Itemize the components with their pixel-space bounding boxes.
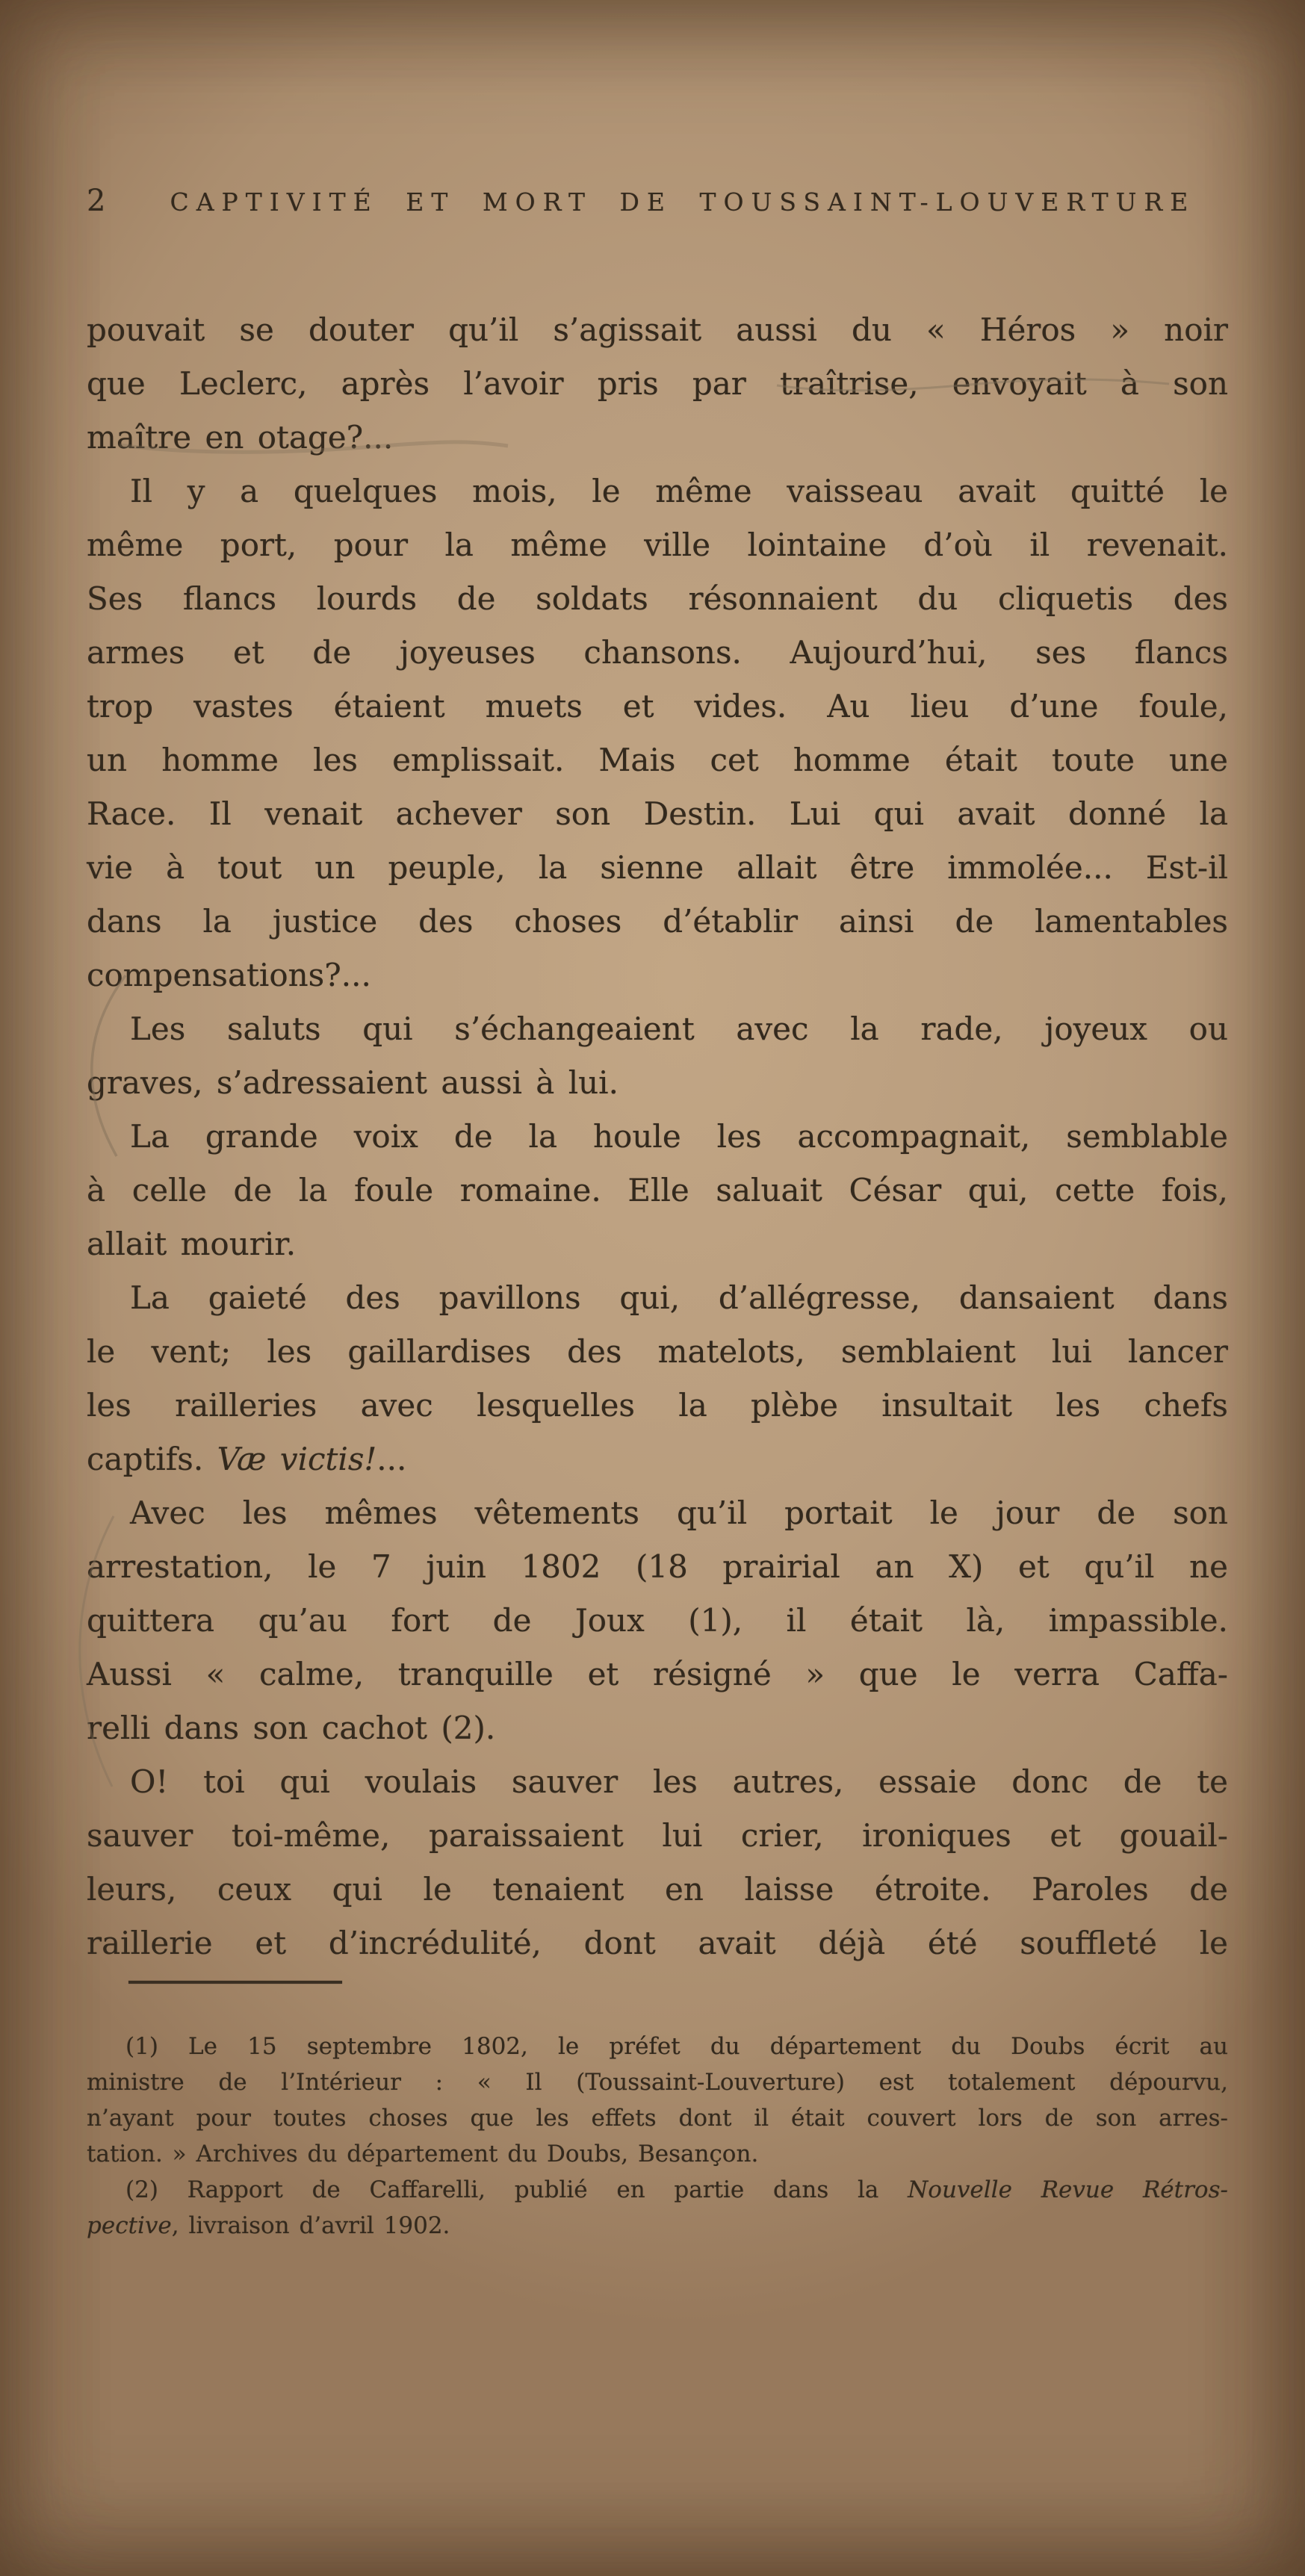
body-line: La gaieté des pavillons qui, d’allégresse, dansaient dans — [130, 1279, 1228, 1316]
footnote-line: n’ayant pour toutes choses que les effets dont il était couvert lors de son arres- — [87, 2105, 1228, 2132]
body-line: à celle de la foule romaine. Elle saluait César qui, cette fois, — [87, 1172, 1228, 1208]
body-line: trop vastes étaient muets et vides. Au lieu d’une foule, — [87, 688, 1228, 724]
body-line: que Leclerc, après l’avoir pris par traîtrise, envoyait à son — [87, 365, 1228, 402]
footnote-rule — [128, 1981, 342, 1984]
body-line: leurs, ceux qui le tenaient en laisse étroite. Paroles de — [87, 1871, 1228, 1908]
body-line: pouvait se douter qu’il s’agissait aussi du « Héros » noir — [87, 311, 1228, 348]
page-number: 2 — [87, 184, 106, 218]
body-line: arrestation, le 7 juin 1802 (18 prairial an X) et qu’il ne — [87, 1548, 1228, 1585]
body-line: Avec les mêmes vêtements qu’il portait le jour de son — [130, 1495, 1228, 1531]
body-line: quittera qu’au fort de Joux (1), il était là, impassible. — [87, 1602, 1228, 1639]
footnote-line: pective, livraison d’avril 1902. — [87, 2212, 450, 2239]
body-line: O! toi qui voulais sauver les autres, essaie donc de te — [130, 1763, 1228, 1800]
body-line: maître en otage?... — [87, 419, 394, 456]
footnotes — [87, 2029, 1228, 2244]
footnote-line: (1) Le 15 septembre 1802, le préfet du département du Doubs écrit au — [125, 2033, 1228, 2060]
body-line: les railleries avec lesquelles la plèbe insultait les chefs — [87, 1387, 1228, 1424]
body-line: armes et de joyeuses chansons. Aujourd’hui, ses flancs — [87, 634, 1228, 671]
body-line: Ses flancs lourds de soldats résonnaient du cliquetis des — [87, 580, 1228, 617]
body-line: un homme les emplissait. Mais cet homme était toute une — [87, 742, 1228, 778]
body-line: même port, pour la même ville lointaine d’où il revenait. — [87, 527, 1228, 563]
body-line: La grande voix de la houle les accompagnait, semblable — [130, 1118, 1228, 1155]
running-head — [87, 184, 1228, 218]
body-line: Il y a quelques mois, le même vaisseau avait quitté le — [130, 473, 1228, 509]
body-text — [87, 303, 1228, 1970]
footnote-line: tation. » Archives du département du Doubs, Besançon. — [87, 2141, 759, 2167]
body-line: Aussi « calme, tranquille et résigné » que le verra Caffa- — [87, 1656, 1228, 1692]
body-line: allait mourir. — [87, 1226, 297, 1262]
body-line: captifs. Væ victis!... — [87, 1441, 407, 1477]
body-line: sauver toi-même, paraissaient lui crier, ironiques et gouail- — [87, 1817, 1228, 1854]
body-line: le vent; les gaillardises des matelots, semblaient lui lancer — [87, 1333, 1228, 1370]
body-line: vie à tout un peuple, la sienne allait être immolée... Est-il — [87, 849, 1228, 886]
body-line: graves, s’adressaient aussi à lui. — [87, 1064, 619, 1101]
body-line: Les saluts qui s’échangeaient avec la rade, joyeux ou — [130, 1011, 1228, 1047]
running-title: CAPTIVITÉ ET MORT DE TOUSSAINT-LOUVERTURE — [170, 187, 1196, 217]
body-line: dans la justice des choses d’établir ainsi de lamentables — [87, 903, 1228, 940]
body-line: relli dans son cachot (2). — [87, 1710, 496, 1746]
footnote-line: (2) Rapport de Caffarelli, publié en partie dans la Nouvelle Revue Rétros- — [125, 2176, 1228, 2203]
body-line: Race. Il venait achever son Destin. Lui qui avait donné la — [87, 795, 1228, 832]
footnote-line: ministre de l’Intérieur : « Il (Toussaint-Louverture) est totalement dépourvu, — [87, 2069, 1228, 2096]
body-line: compensations?... — [87, 957, 371, 993]
body-line: raillerie et d’incrédulité, dont avait déjà été souffleté le — [87, 1925, 1228, 1961]
